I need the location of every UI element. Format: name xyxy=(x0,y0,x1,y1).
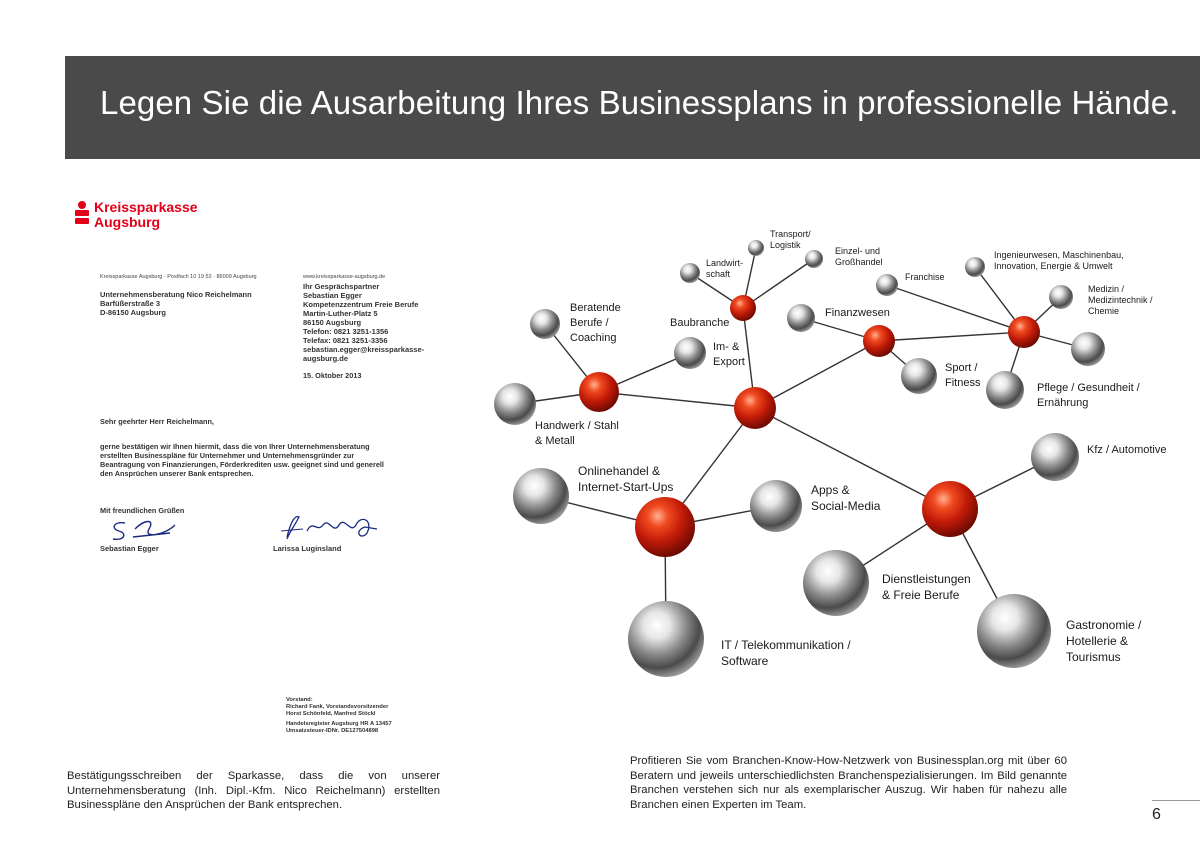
page-title: Legen Sie die Ausarbeitung Ihres Businessplans in professionelle Hände. xyxy=(100,84,1179,121)
caption-right: Profitieren Sie vom Branchen-Know-How-Netzwerk von Businessplan.org mit über 60 Beratern und jeweils unterschiedlichsten Branchenspezialisierungen. Im Bild genannte Branchen verstehen sich nur als exemplarischer Auszug. Wir haben für nahezu alle Branchen einen Experten im Team. xyxy=(630,755,1067,811)
body-line: erstellten Businesspläne für Unternehmer und Unternehmensgründer zur xyxy=(100,451,355,460)
signer-2: Larissa Luginsland xyxy=(273,544,342,553)
label-franchise: Franchise xyxy=(905,272,945,282)
label-line: Chemie xyxy=(1088,306,1120,316)
label-beratende-berufe xyxy=(570,301,621,346)
signature-luginsland xyxy=(277,511,387,545)
signature-egger xyxy=(105,515,185,545)
contact-line: Ihr Gesprächspartner xyxy=(303,282,380,291)
body-line: gerne bestätigen wir Ihnen hiermit, dass die von Ihrer Unternehmensberatung xyxy=(100,442,370,451)
label-finanzwesen: Finanzwesen xyxy=(825,307,890,319)
contact-line: Telefon: 0821 3251-1356 xyxy=(303,327,389,336)
page-number: 6 xyxy=(1152,806,1161,823)
contact-line: Martin-Luther-Platz 5 xyxy=(303,309,378,318)
label-apps xyxy=(811,482,880,514)
recipient-line: Barfüßerstraße 3 xyxy=(100,299,161,308)
logo-line-1: Kreissparkasse xyxy=(94,199,198,215)
label-line: Software xyxy=(721,654,769,668)
label-line: & Freie Berufe xyxy=(882,588,960,602)
footer-line: Richard Fank, Vorstandsvorsitzender xyxy=(286,704,389,710)
sparkasse-logo xyxy=(75,200,198,230)
letter-body xyxy=(100,442,384,478)
contact-line: sebastian.egger@kreissparkasse- xyxy=(303,345,425,354)
sparkasse-icon xyxy=(75,201,89,225)
title-banner xyxy=(65,56,1200,159)
contact-block xyxy=(303,282,424,363)
red-hub-nodes xyxy=(579,295,1040,557)
confirmation-letter xyxy=(55,185,465,750)
label-onlinehandel xyxy=(578,463,673,495)
recipient-line: Unternehmensberatung Nico Reichelmann xyxy=(100,290,252,299)
recipient-address xyxy=(100,290,252,317)
label-line: Gastronomie / xyxy=(1066,618,1142,632)
label-line: Tourismus xyxy=(1066,650,1121,664)
footer-line: Umsatzsteuer-IDNr. DE127504898 xyxy=(286,728,379,734)
label-kfz: Kfz / Automotive xyxy=(1087,444,1167,456)
label-line: & Metall xyxy=(535,435,575,447)
recipient-line: D-86150 Augsburg xyxy=(100,308,166,317)
footer-line: Vorstand: xyxy=(286,697,313,703)
bank-website: www.kreissparkasse-augsburg.de xyxy=(303,274,386,280)
label-line: Ernährung xyxy=(1037,397,1089,409)
letter-salutation: Sehr geehrter Herr Reichelmann, xyxy=(100,417,214,426)
body-line: den Ansprüchen unserer Bank entsprechen. xyxy=(100,469,254,478)
label-line: Handwerk / Stahl xyxy=(535,420,619,432)
letter-footer xyxy=(286,697,392,735)
label-dienstleistungen xyxy=(882,571,971,603)
label-import-export xyxy=(713,340,745,370)
label-ingenieurwesen xyxy=(994,250,1124,272)
label-line: Sport / xyxy=(945,362,978,374)
label-line: Onlinehandel & xyxy=(578,464,661,478)
label-sport xyxy=(945,361,980,391)
contact-line: augsburg.de xyxy=(303,354,349,363)
label-line: Im- & xyxy=(713,341,740,353)
label-line: Coaching xyxy=(570,332,617,344)
label-line: Social-Media xyxy=(811,499,881,513)
label-line: Ingenieurwesen, Maschinenbau, xyxy=(994,250,1124,260)
label-line: Innovation, Energie & Umwelt xyxy=(994,261,1113,271)
label-line: Hotellerie & xyxy=(1066,634,1129,648)
label-line: Export xyxy=(713,356,745,368)
label-gastronomie xyxy=(1066,617,1141,665)
footer-line: Horst Schönfeld, Manfred Stöckl xyxy=(286,711,376,717)
label-line: Landwirt- xyxy=(706,258,744,268)
label-einzelhandel xyxy=(835,246,883,268)
footer-line: Handelsregister Augsburg HR A 13457 xyxy=(286,721,392,727)
contact-line: Sebastian Egger xyxy=(303,291,362,300)
label-line: Beratende xyxy=(570,302,621,314)
label-line: Apps & xyxy=(811,483,850,497)
label-it xyxy=(721,637,851,669)
label-medizin xyxy=(1088,284,1153,317)
sender-line: Kreissparkasse Augsburg · Postfach 10 19 53 · 86009 Augsburg xyxy=(100,274,257,280)
label-line: Logistik xyxy=(770,240,801,250)
contact-line: 86150 Augsburg xyxy=(303,318,362,327)
label-line: Großhandel xyxy=(835,257,883,267)
label-pflege xyxy=(1037,381,1140,411)
letter-date: 15. Oktober 2013 xyxy=(303,371,362,380)
label-line: Dienstleistungen xyxy=(882,572,971,586)
label-line: Berufe / xyxy=(570,317,609,329)
logo-line-2: Augsburg xyxy=(94,214,161,230)
caption-left: Bestätigungsschreiben der Sparkasse, dass die von unserer Unternehmensberatung (Inh. Dipl.-Kfm. Nico Reichelmann) erstellten Businesspläne den Ansprüchen der Bank entsprechen. xyxy=(67,770,440,812)
label-line: Medizintechnik / xyxy=(1088,295,1153,305)
label-transport xyxy=(770,229,811,251)
body-line: Beantragung von Finanzierungen, Förderkrediten usw. geeignet sind und generell xyxy=(100,460,384,469)
label-line: Transport/ xyxy=(770,229,811,239)
label-landwirtschaft xyxy=(706,258,743,280)
label-baubranche: Baubranche xyxy=(670,317,730,329)
industry-network-graphic xyxy=(462,200,1200,720)
contact-line: Kompetenzzentrum Freie Berufe xyxy=(303,300,419,309)
label-line: IT / Telekommunikation / xyxy=(721,638,851,652)
label-handwerk xyxy=(535,419,619,449)
label-line: Medizin / xyxy=(1088,284,1125,294)
label-line: Pflege / Gesundheit / xyxy=(1037,382,1140,394)
contact-line: Telefax: 0821 3251-3356 xyxy=(303,336,388,345)
letter-closing: Mit freundlichen Grüßen xyxy=(100,506,185,515)
label-line: Einzel- und xyxy=(835,246,881,256)
page-number-rule xyxy=(1152,800,1200,801)
label-line: Fitness xyxy=(945,377,981,389)
label-line: Internet-Start-Ups xyxy=(578,480,674,494)
signer-1: Sebastian Egger xyxy=(100,544,159,553)
label-line: schaft xyxy=(706,269,731,279)
